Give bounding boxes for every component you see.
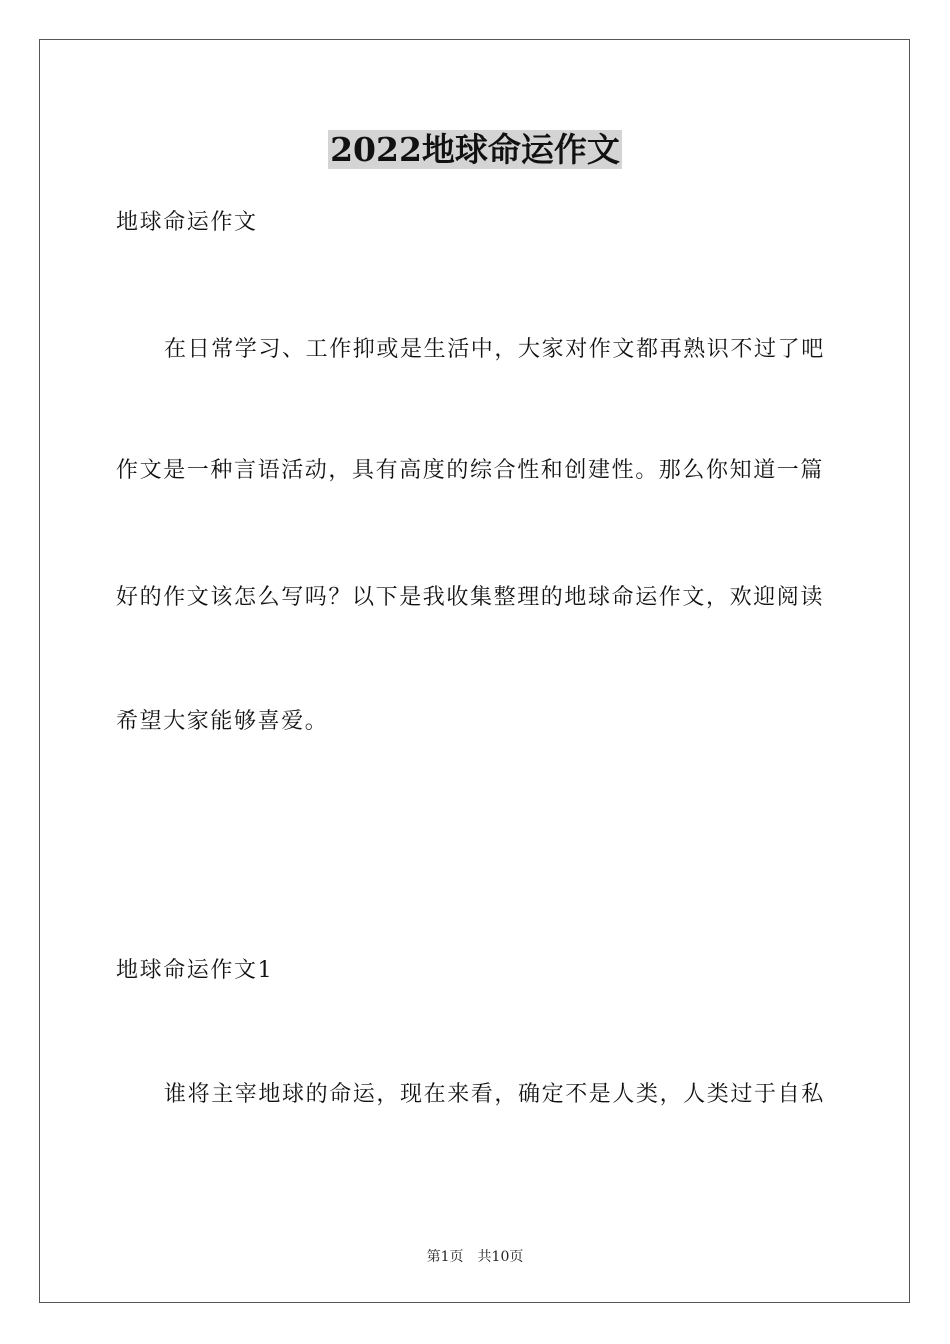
document-title bbox=[0, 128, 950, 172]
document-title-text: 2022地球命运作文 bbox=[330, 130, 620, 169]
paragraph-line: 作文是一种言语活动，具有高度的综合性和创建性。那么你知道一篇 bbox=[116, 458, 825, 483]
paragraph-line: 好的作文该怎么写吗？以下是我收集整理的地球命运作文，欢迎阅读 bbox=[116, 585, 825, 610]
paragraph-line: 希望大家能够喜爱。 bbox=[116, 709, 329, 734]
section-heading: 地球命运作文1 bbox=[116, 958, 274, 983]
document-subtitle: 地球命运作文 bbox=[116, 210, 258, 235]
paragraph-line: 在日常学习、工作抑或是生活中，大家对作文都再熟识不过了吧 bbox=[164, 337, 825, 362]
paragraph-line: 谁将主宰地球的命运，现在来看，确定不是人类，人类过于自私 bbox=[164, 1082, 825, 1107]
page-number-footer: 第1页 共10页 bbox=[426, 1249, 524, 1265]
